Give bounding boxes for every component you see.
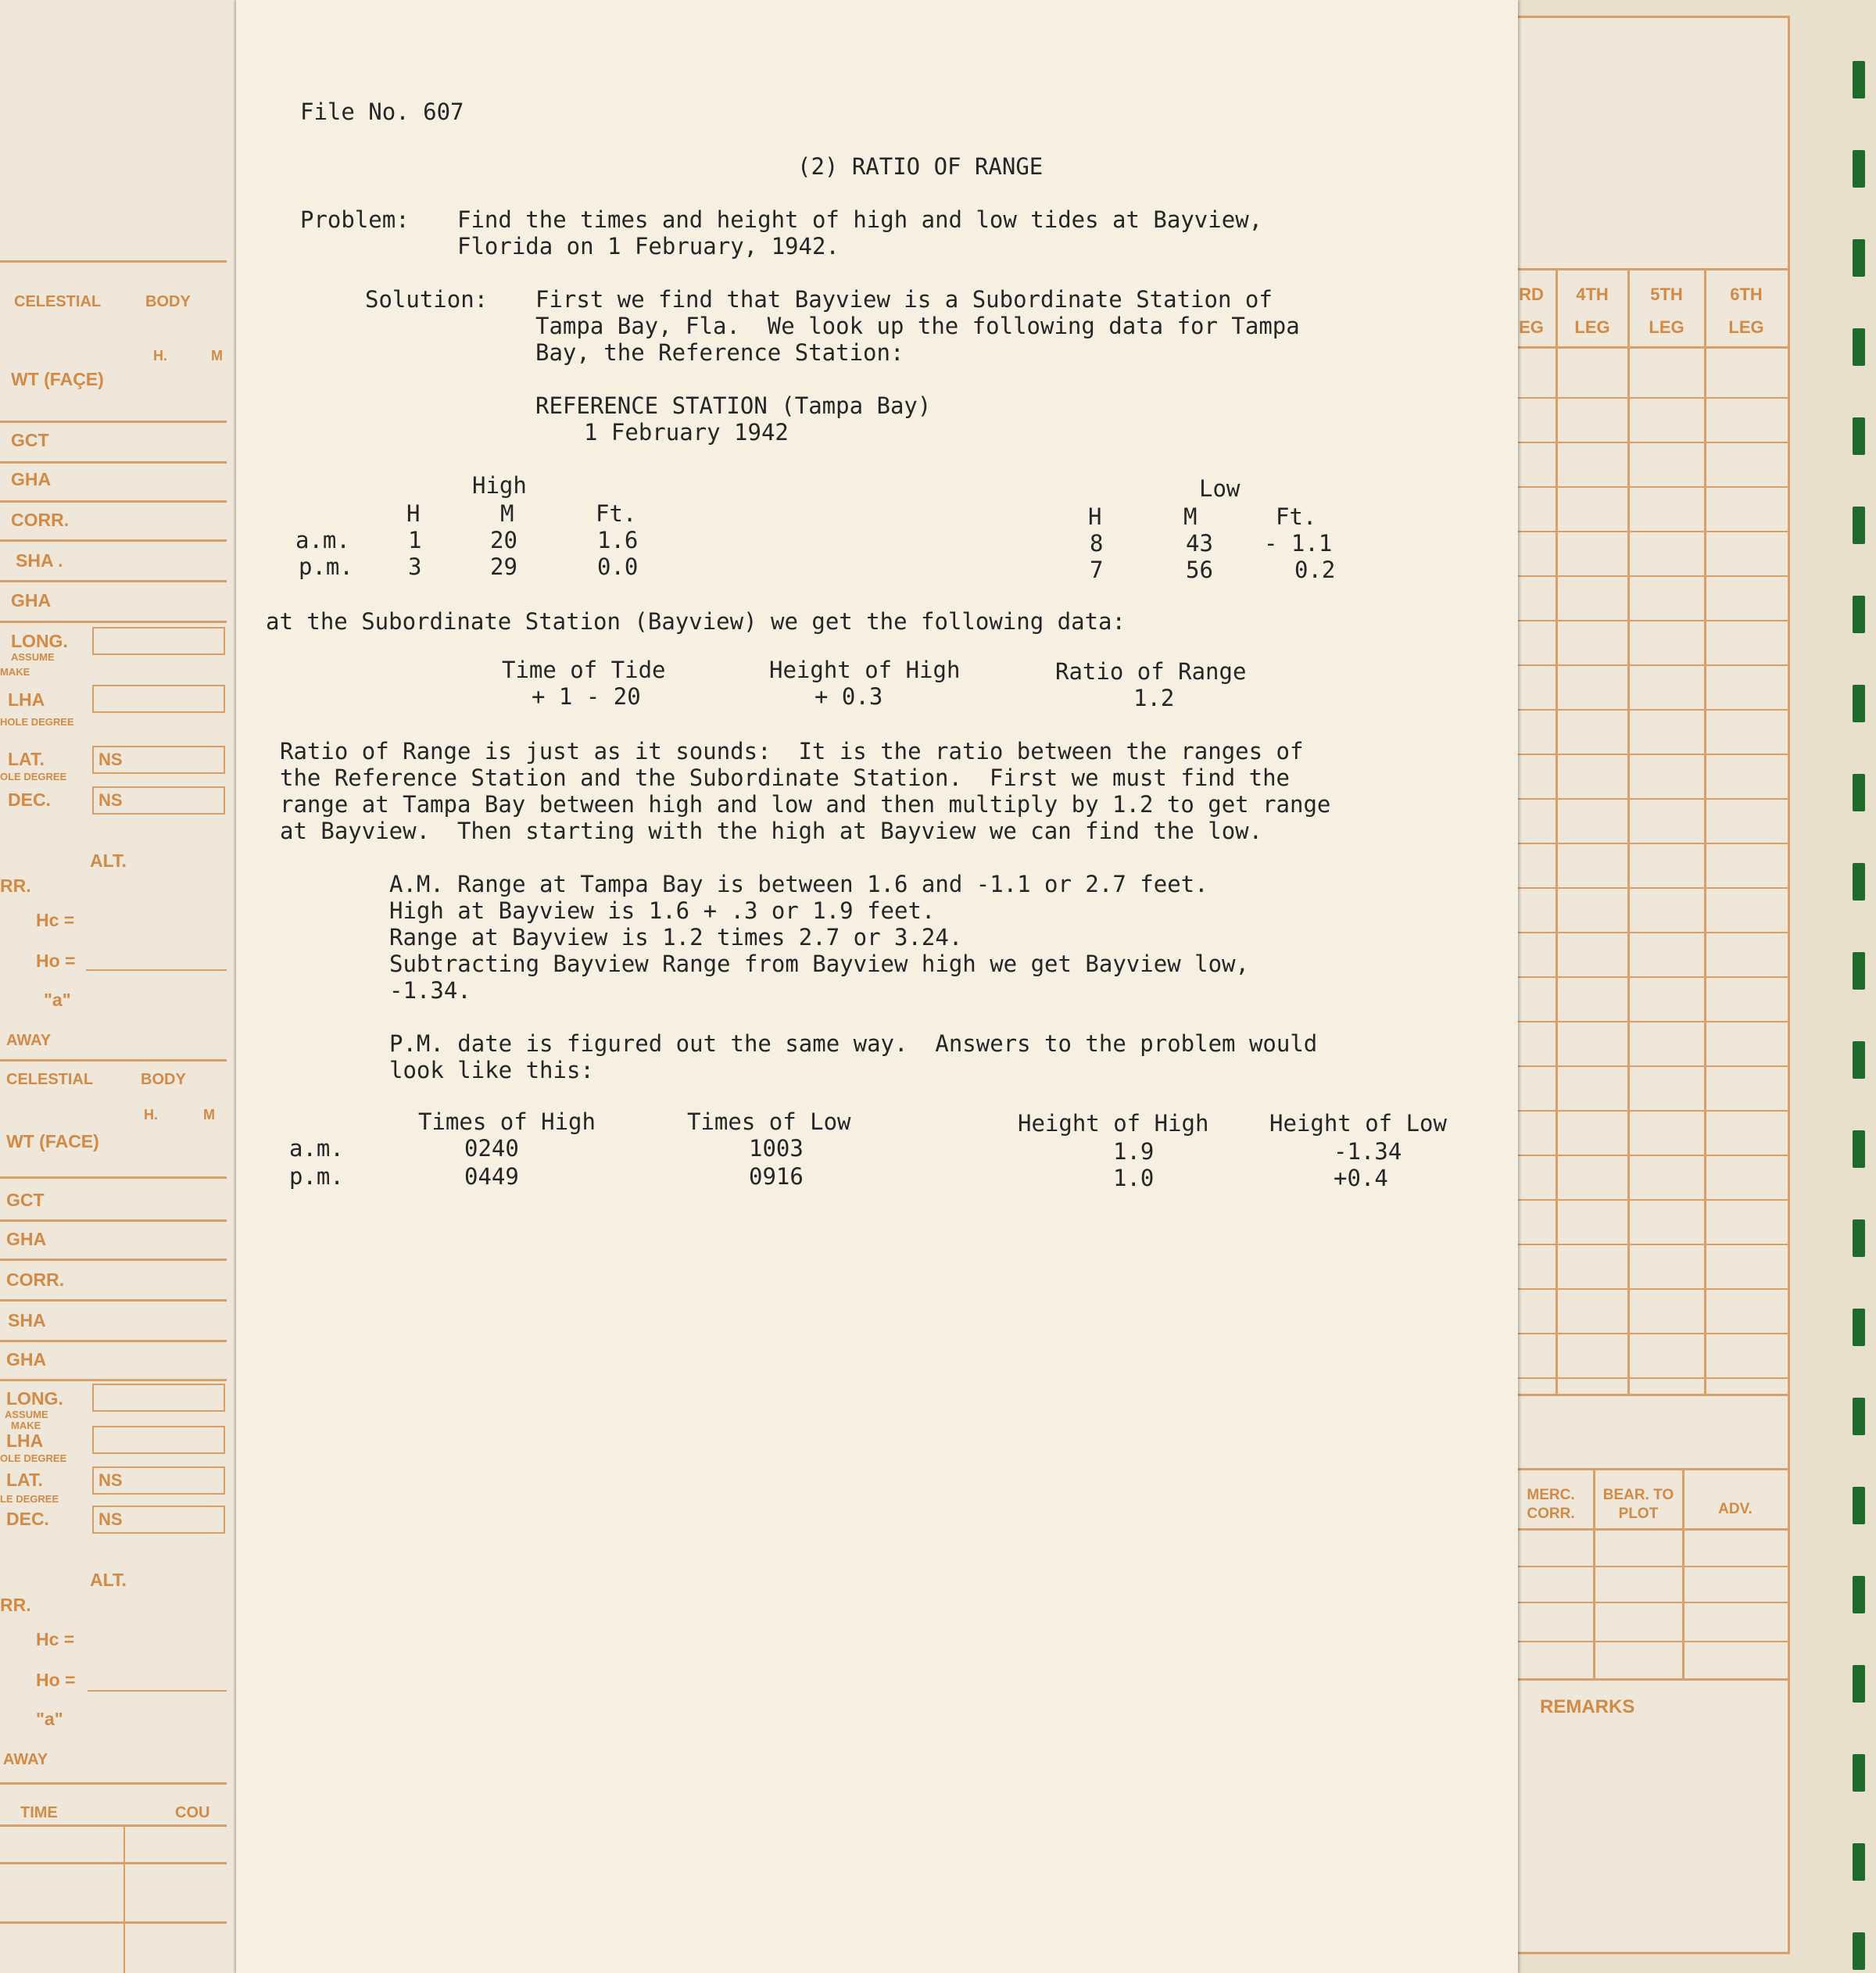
binding-ring xyxy=(1853,1398,1865,1435)
gha-label: GHA xyxy=(11,469,52,489)
grid-row-line xyxy=(1509,798,1788,800)
time-of-tide-header: Time of Tide xyxy=(502,657,666,683)
high-m-header: M xyxy=(500,500,514,527)
paragraph-line: look like this: xyxy=(389,1057,594,1083)
calc-line: -1.34. xyxy=(389,977,471,1004)
grid-row-line xyxy=(1509,709,1788,711)
dec-label: DEC. xyxy=(8,790,51,810)
celestial-label: CELESTIAL xyxy=(14,293,102,310)
col-divider xyxy=(1682,1468,1684,1679)
table-cell: 0.2 xyxy=(1294,557,1336,583)
h-label: H. xyxy=(144,1107,158,1123)
long-label: LONG. xyxy=(11,631,68,651)
binding-ring xyxy=(1853,596,1865,633)
high-h-header: H xyxy=(406,500,421,527)
form-rule xyxy=(0,1862,227,1864)
table-cell: 0.0 xyxy=(597,553,639,580)
reference-station-heading: REFERENCE STATION (Tampa Bay) xyxy=(535,392,932,419)
form-rule xyxy=(0,1176,227,1179)
leg-5-label xyxy=(1631,284,1702,338)
form-rule xyxy=(0,421,227,423)
leg-6-label xyxy=(1707,284,1785,338)
binding-ring xyxy=(1853,239,1865,277)
grid-row-line xyxy=(1509,1288,1788,1290)
grid-row-line xyxy=(1509,1333,1788,1334)
low-m-header: M xyxy=(1183,503,1198,530)
assume-label: ASSUME xyxy=(11,651,55,663)
lha-label: LHA xyxy=(8,689,45,710)
long-field[interactable] xyxy=(92,1384,225,1412)
leg-6-top: 6TH xyxy=(1730,285,1763,304)
form-rule xyxy=(0,1259,227,1261)
grid-row-line xyxy=(1509,1021,1788,1022)
form-rule xyxy=(0,1219,227,1222)
table-cell: 0449 xyxy=(464,1163,519,1190)
ho-label: Ho = xyxy=(36,951,76,971)
row-label-am: a.m. xyxy=(295,527,350,553)
dec-label: DEC. xyxy=(6,1509,49,1529)
row-label-pm: p.m. xyxy=(289,1163,344,1190)
grid-row-line xyxy=(1509,1199,1788,1201)
wt-label: WT (FAÇE) xyxy=(11,369,104,389)
remarks-label: REMARKS xyxy=(1540,1696,1635,1717)
m-label: M xyxy=(203,1107,215,1123)
table-cell: +0.4 xyxy=(1334,1165,1388,1191)
make-label: MAKE xyxy=(11,1420,41,1431)
grid-row-line xyxy=(1509,1377,1788,1379)
form-rule xyxy=(1509,1394,1788,1396)
form-rule xyxy=(0,1824,227,1827)
table-cell: -1.34 xyxy=(1334,1138,1402,1165)
left-navigation-form xyxy=(0,0,234,1973)
paragraph-line: the Reference Station and the Subordinate Station. First we must find the xyxy=(280,764,1291,791)
paragraph-line: Ratio of Range is just as it sounds: It is the ratio between the ranges of xyxy=(280,738,1304,764)
col-divider xyxy=(1627,268,1630,1394)
table-cell: 0240 xyxy=(464,1135,519,1162)
form-rule xyxy=(1509,1566,1788,1567)
a-label: "a" xyxy=(36,1709,63,1729)
binding-ring xyxy=(1853,328,1865,366)
bear-to-plot-label: BEAR. TO PLOT xyxy=(1602,1487,1674,1522)
alt-label: ALT. xyxy=(90,850,127,871)
m-label: M xyxy=(211,348,223,363)
calc-line: A.M. Range at Tampa Bay is between 1.6 and -1.1 or 2.7 feet. xyxy=(389,871,1208,897)
h-label: H. xyxy=(153,348,167,363)
form-rule xyxy=(1509,1602,1788,1603)
away-label: AWAY xyxy=(6,1032,52,1049)
body-label: BODY xyxy=(145,293,191,310)
reference-date: 1 February 1942 xyxy=(584,419,789,446)
subordinate-intro: at the Subordinate Station (Bayview) we get the following data: xyxy=(266,608,1126,635)
time-of-tide-value: + 1 - 20 xyxy=(532,683,641,710)
grid-row-line xyxy=(1509,664,1788,666)
solution-label: Solution: xyxy=(365,286,489,313)
binding-ring xyxy=(1853,863,1865,901)
col-divider xyxy=(1556,268,1558,1394)
height-of-high-header: Height of High xyxy=(1018,1110,1209,1137)
form-rule xyxy=(1509,1641,1788,1642)
leg-3-top: RD xyxy=(1519,285,1544,304)
binding-ring xyxy=(1853,61,1865,98)
form-rule xyxy=(0,539,227,542)
celestial-label: CELESTIAL xyxy=(6,1071,94,1088)
sha-label: SHA xyxy=(8,1310,46,1330)
form-rule xyxy=(1509,268,1788,270)
times-of-high-header: Times of High xyxy=(418,1108,596,1135)
binding-ring xyxy=(1853,1843,1865,1881)
leg-4-bottom: LEG xyxy=(1574,317,1610,337)
form-rule xyxy=(0,1782,227,1785)
height-of-high-header: Height of High xyxy=(769,657,961,683)
form-rule xyxy=(0,1921,227,1924)
form-rule xyxy=(0,580,227,582)
assume-label: ASSUME xyxy=(5,1409,48,1420)
lat-label: LAT. xyxy=(6,1470,43,1490)
make-label: MAKE xyxy=(0,666,30,678)
form-rule xyxy=(0,461,227,464)
course-label: COU xyxy=(175,1804,210,1821)
leg-4-top: 4TH xyxy=(1576,285,1609,304)
form-rule xyxy=(0,500,227,503)
leg-5-top: 5TH xyxy=(1650,285,1683,304)
right-log-form xyxy=(1509,16,1790,1954)
form-rule xyxy=(0,1340,227,1342)
height-of-high-value: + 0.3 xyxy=(814,683,883,710)
grid-row-line xyxy=(1509,1155,1788,1156)
table-cell: 0916 xyxy=(749,1163,804,1190)
high-heading: High xyxy=(472,472,527,499)
solution-line: Bay, the Reference Station: xyxy=(535,339,904,366)
binding-ring xyxy=(1853,1309,1865,1346)
long-field[interactable] xyxy=(92,627,225,655)
merc-corr-label: MERC. CORR. xyxy=(1527,1487,1575,1522)
binding-ring xyxy=(1853,1576,1865,1613)
corr-label: CORR. xyxy=(6,1269,65,1290)
grid-row-line xyxy=(1509,1065,1788,1067)
file-number: File No. 607 xyxy=(300,98,464,125)
form-rule xyxy=(1509,346,1788,349)
ratio-of-range-value: 1.2 xyxy=(1133,685,1175,711)
table-cell: 43 xyxy=(1186,530,1213,557)
table-cell: 56 xyxy=(1186,557,1213,583)
table-cell: 3 xyxy=(408,553,422,580)
col-divider xyxy=(1704,268,1706,1394)
table-cell: 1 xyxy=(408,527,422,553)
paragraph-line: at Bayview. Then starting with the high at Bayview we can find the low. xyxy=(280,818,1263,844)
table-cell: 1.9 xyxy=(1113,1138,1155,1165)
leg-6-bottom: LEG xyxy=(1728,317,1764,337)
paragraph-line: range at Tampa Bay between high and low and then multiply by 1.2 to get range xyxy=(280,791,1331,818)
lat-field[interactable]: NS xyxy=(92,1466,225,1495)
grid-row-line xyxy=(1509,575,1788,577)
binding-ring xyxy=(1853,1754,1865,1792)
binding-ring xyxy=(1853,952,1865,990)
ole-degree-label: OLE DEGREE xyxy=(0,771,67,782)
body-label: BODY xyxy=(141,1071,186,1088)
binding-ring xyxy=(1853,1219,1865,1257)
solution-line: First we find that Bayview is a Subordinate Station of xyxy=(535,286,1273,313)
a-label: "a" xyxy=(44,990,71,1010)
binding-ring xyxy=(1853,1041,1865,1079)
form-rule xyxy=(0,1379,227,1381)
table-cell: - 1.1 xyxy=(1264,530,1333,557)
solution-line: Tampa Bay, Fla. We look up the following data for Tampa xyxy=(535,313,1300,339)
lha-label: LHA xyxy=(6,1431,44,1451)
sha-label: SHA . xyxy=(16,550,63,571)
grid-row-line xyxy=(1509,1110,1788,1112)
problem-line: Florida on 1 February, 1942. xyxy=(457,233,840,260)
height-of-low-header: Height of Low xyxy=(1269,1110,1447,1137)
gha-label: GHA xyxy=(6,1349,47,1370)
time-label: TIME xyxy=(20,1804,58,1821)
gct-label: GCT xyxy=(11,430,49,450)
table-cell: 1.6 xyxy=(597,527,639,553)
away-label: AWAY xyxy=(3,1751,48,1768)
paragraph-line: P.M. date is figured out the same way. Answers to the problem would xyxy=(389,1030,1318,1057)
table-cell: 8 xyxy=(1090,530,1104,557)
form-rule xyxy=(0,621,227,623)
problem-label: Problem: xyxy=(300,206,410,233)
form-rule xyxy=(1509,1678,1788,1681)
low-heading: Low xyxy=(1199,475,1241,502)
ho-label: Ho = xyxy=(36,1670,76,1690)
grid-row-line xyxy=(1509,486,1788,488)
grid-row-line xyxy=(1509,620,1788,621)
gct-label: GCT xyxy=(6,1190,45,1210)
typed-page xyxy=(236,0,1518,1973)
leg-5-bottom: LEG xyxy=(1649,317,1684,337)
col-divider xyxy=(1593,1468,1595,1679)
dec-field[interactable]: NS xyxy=(92,1506,225,1534)
rr-label: RR. xyxy=(0,875,31,896)
times-of-low-header: Times of Low xyxy=(687,1108,851,1135)
alt-label: ALT. xyxy=(90,1570,127,1590)
table-cell: 29 xyxy=(490,553,517,580)
wt-label: WT (FACE) xyxy=(6,1131,99,1151)
binding-ring xyxy=(1853,507,1865,544)
ratio-of-range-header: Ratio of Range xyxy=(1055,658,1247,685)
hole-degree-label: HOLE DEGREE xyxy=(0,716,74,728)
binding-ring xyxy=(1853,1932,1865,1970)
grid-row-line xyxy=(1509,442,1788,443)
form-divider xyxy=(124,1824,125,1973)
row-label-am: a.m. xyxy=(289,1135,344,1162)
gha-label: GHA xyxy=(11,590,52,611)
grid-row-line xyxy=(1509,397,1788,399)
calc-line: High at Bayview is 1.6 + .3 or 1.9 feet. xyxy=(389,897,936,924)
binding-ring xyxy=(1853,150,1865,188)
binding-ring xyxy=(1853,685,1865,722)
binding-ring xyxy=(1853,774,1865,811)
ole-degree-label: OLE DEGREE xyxy=(0,1452,67,1464)
hc-label: Hc = xyxy=(36,1629,75,1649)
form-rule xyxy=(0,260,227,263)
form-rule xyxy=(1509,1468,1788,1470)
grid-row-line xyxy=(1509,754,1788,755)
page-title: (2) RATIO OF RANGE xyxy=(797,153,1044,180)
binding-ring xyxy=(1853,1130,1865,1168)
grid-row-line xyxy=(1509,531,1788,532)
low-ft-header: Ft. xyxy=(1276,503,1317,530)
corr-label: CORR. xyxy=(11,510,70,530)
grid-row-line xyxy=(1509,887,1788,889)
grid-row-line xyxy=(1509,1244,1788,1245)
table-cell: 20 xyxy=(490,527,517,553)
leg-3-bottom: EG xyxy=(1519,317,1544,337)
problem-line: Find the times and height of high and low tides at Bayview, xyxy=(457,206,1263,233)
leg-4-label xyxy=(1559,284,1626,338)
grid-row-line xyxy=(1509,976,1788,978)
le-degree-label: LE DEGREE xyxy=(0,1493,59,1505)
lha-field[interactable] xyxy=(92,1426,225,1454)
grid-row-line xyxy=(1509,843,1788,844)
dec-field[interactable]: NS xyxy=(92,786,225,815)
table-cell: 1003 xyxy=(749,1135,804,1162)
calc-line: Subtracting Bayview Range from Bayview high we get Bayview low, xyxy=(389,951,1249,977)
high-ft-header: Ft. xyxy=(596,500,637,527)
gha-label: GHA xyxy=(6,1229,47,1249)
calc-line: Range at Bayview is 1.2 times 2.7 or 3.24. xyxy=(389,924,963,951)
form-rule xyxy=(0,1059,227,1062)
ho-underline xyxy=(88,1690,227,1692)
hc-label: Hc = xyxy=(36,910,75,930)
low-h-header: H xyxy=(1088,503,1102,530)
lha-field[interactable] xyxy=(92,685,225,713)
table-cell: 1.0 xyxy=(1113,1165,1155,1191)
ho-underline xyxy=(86,969,227,971)
table-cell: 7 xyxy=(1090,557,1104,583)
lat-label: LAT. xyxy=(8,749,45,769)
binding-ring xyxy=(1853,1665,1865,1703)
adv-label: ADV. xyxy=(1718,1501,1752,1517)
rr-label: RR. xyxy=(0,1595,31,1615)
binding-ring xyxy=(1853,417,1865,455)
form-rule xyxy=(1509,1528,1788,1531)
row-label-pm: p.m. xyxy=(299,553,353,580)
long-label: LONG. xyxy=(6,1388,63,1409)
grid-row-line xyxy=(1509,932,1788,933)
lat-field[interactable]: NS xyxy=(92,746,225,774)
binding-ring xyxy=(1853,1487,1865,1524)
form-rule xyxy=(0,1299,227,1302)
